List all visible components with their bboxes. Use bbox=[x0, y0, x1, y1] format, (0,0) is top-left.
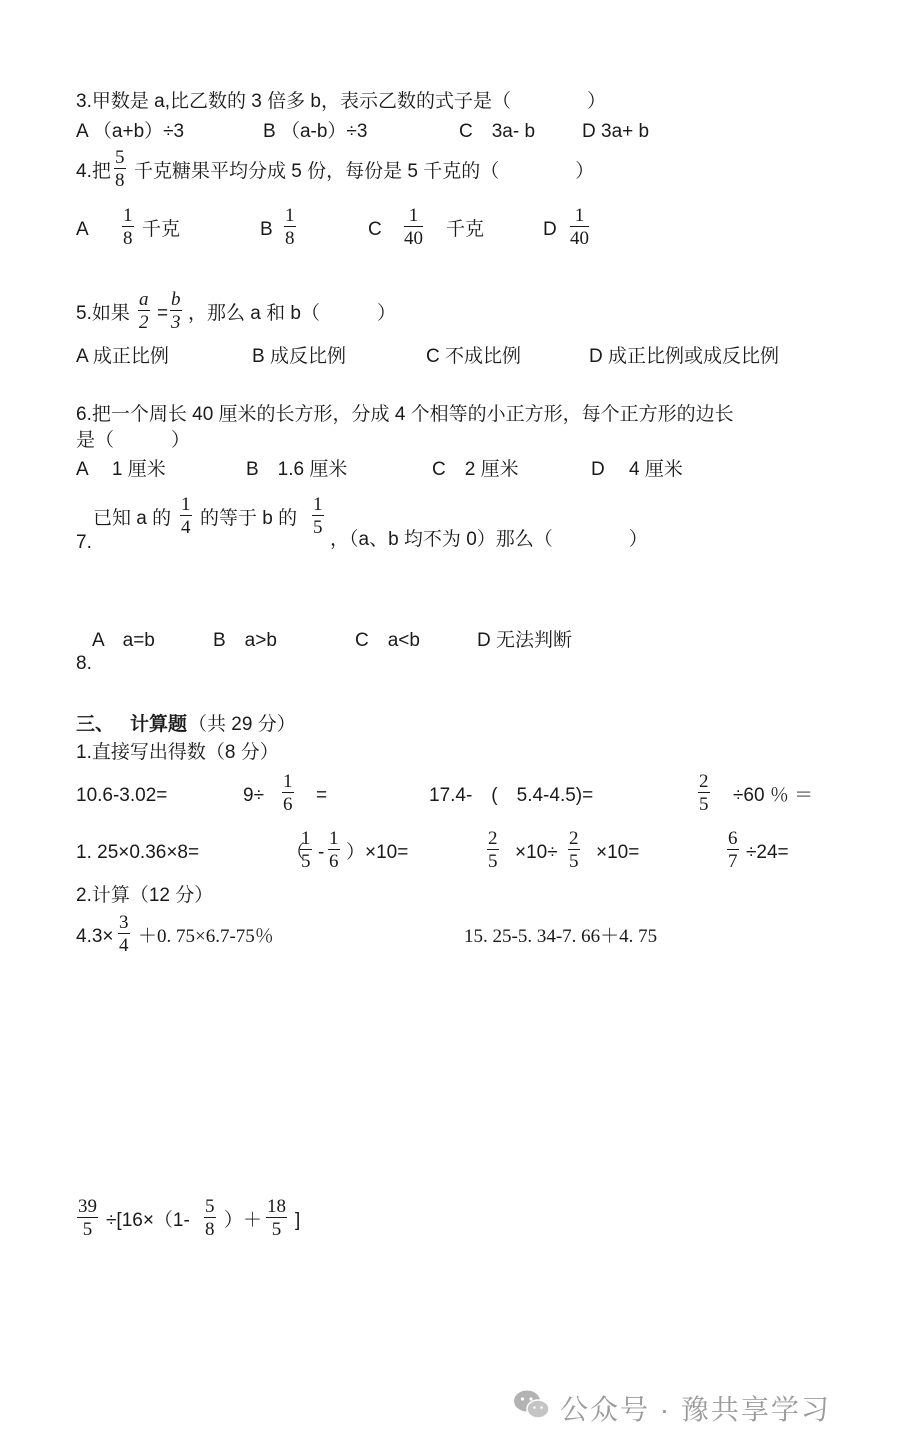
direct-e6-open: （ bbox=[286, 842, 306, 863]
q4-option-b-fraction: $\frac{1}{8}$ bbox=[285, 205, 295, 249]
q3-option-d: D 3a+ b bbox=[582, 121, 650, 142]
q7-mid: 的等于 b 的 bbox=[200, 508, 298, 529]
section3-sub1: 1.直接写出得数（8 分） bbox=[76, 742, 279, 763]
calc-c1-fraction: $\frac{3}{4}$ bbox=[119, 912, 129, 956]
section3-score: （共 29 分） bbox=[188, 714, 296, 735]
q8-number: 8. bbox=[76, 653, 92, 674]
q8-option-a: A a=b bbox=[92, 630, 155, 651]
q4-option-c-label: C bbox=[368, 219, 382, 240]
q6-line1: 6.把一个周长 40 厘米的长方形，分成 4 个相等的小正方形，每个正方形的边长 bbox=[76, 404, 734, 425]
direct-e4-post: ÷60 ％ ＝ bbox=[733, 785, 814, 806]
q4-option-d-fraction: $\frac{1}{40}$ bbox=[570, 205, 589, 249]
q6-line2: 是（ ） bbox=[76, 430, 191, 451]
q4-option-a-unit: 千克 bbox=[142, 219, 181, 240]
q6-option-d: D 4 厘米 bbox=[591, 459, 683, 480]
q5-option-b: B 成反比例 bbox=[252, 346, 346, 367]
direct-e8-post: ÷24= bbox=[746, 842, 789, 863]
q4-option-d-label: D bbox=[543, 219, 557, 240]
q4-option-c-fraction: $\frac{1}{40}$ bbox=[404, 205, 423, 249]
q8-option-d: D 无法判断 bbox=[477, 630, 573, 651]
section3-title: 计算题 bbox=[130, 714, 188, 735]
direct-e6-fraction-1: $\frac{1}{5}$ bbox=[301, 828, 311, 872]
direct-e2-post: = bbox=[316, 785, 328, 806]
q4-fraction: $\frac{5}{8}$ bbox=[115, 147, 125, 191]
q4-option-a-label: A bbox=[76, 219, 89, 240]
direct-e6-post: ）×10= bbox=[346, 842, 409, 863]
calc-c3-fraction-2: $\frac{5}{8}$ bbox=[205, 1196, 215, 1240]
direct-e2-fraction: $\frac{1}{6}$ bbox=[283, 771, 293, 815]
q5-fraction-b: $\frac{b}{3}$ bbox=[171, 289, 181, 333]
calc-c3-mid2: ）＋ bbox=[224, 1210, 263, 1231]
direct-e8-fraction: $\frac{6}{7}$ bbox=[728, 828, 738, 872]
q3-option-a: A （a+b）÷3 bbox=[76, 121, 185, 142]
q7-fraction-2: $\frac{1}{5}$ bbox=[313, 494, 323, 538]
q5-fraction-a: $\frac{a}{2}$ bbox=[139, 289, 149, 333]
q6-option-a: A 1 厘米 bbox=[76, 459, 166, 480]
q7-fraction-1: $\frac{1}{4}$ bbox=[181, 494, 191, 538]
q4-post: 千克糖果平均分成 5 份，每份是 5 千克的（ ） bbox=[134, 161, 595, 182]
direct-e2-pre: 9÷ bbox=[243, 785, 264, 806]
q7-pre: 已知 a 的 bbox=[93, 508, 172, 529]
q3-option-c: C 3a- b bbox=[459, 121, 536, 142]
direct-e5: 1. 25×0.36×8= bbox=[76, 842, 200, 863]
calc-c1-pre: 4.3× bbox=[76, 926, 114, 947]
direct-e3: 17.4- ( 5.4-4.5)= bbox=[429, 785, 594, 806]
q8-option-b: B a>b bbox=[213, 630, 277, 651]
section3-sub2: 2.计算（12 分） bbox=[76, 885, 214, 906]
q6-option-c: C 2 厘米 bbox=[432, 459, 519, 480]
direct-e7-fraction-1: $\frac{2}{5}$ bbox=[488, 828, 498, 872]
calc-c3-mid: ÷[16×（1- bbox=[106, 1210, 190, 1231]
direct-e6-fraction-2: $\frac{1}{6}$ bbox=[329, 828, 339, 872]
section3-number: 三、 bbox=[76, 714, 115, 735]
direct-e1: 10.6-3.02= bbox=[76, 785, 168, 806]
direct-e6-minus: - bbox=[318, 842, 325, 863]
q4-pre: 4.把 bbox=[76, 161, 111, 182]
q4-option-b-label: B bbox=[260, 219, 273, 240]
q7-post: ，（a、b 均不为 0）那么（ ） bbox=[330, 529, 648, 550]
wechat-icon bbox=[512, 1388, 552, 1422]
q4-option-a-fraction: $\frac{1}{8}$ bbox=[123, 205, 133, 249]
q6-option-b: B 1.6 厘米 bbox=[246, 459, 348, 480]
q5-post: ，那么 a 和 b（ ） bbox=[188, 303, 396, 324]
q8-option-c: C a<b bbox=[355, 630, 420, 651]
calc-c1-post: ＋0. 75×6.7-75％ bbox=[138, 926, 274, 947]
calc-c3-post: ] bbox=[295, 1210, 301, 1231]
q5-pre: 5.如果 bbox=[76, 303, 130, 324]
q5-option-d: D 成正比例或成反比例 bbox=[589, 346, 780, 367]
calc-c2: 15. 25-5. 34-7. 66＋4. 75 bbox=[464, 926, 658, 947]
q7-number: 7. bbox=[76, 532, 92, 553]
direct-e4-fraction: $\frac{2}{5}$ bbox=[699, 771, 709, 815]
q4-option-c-unit: 千克 bbox=[446, 219, 485, 240]
q3-stem: 3.甲数是 a,比乙数的 3 倍多 b，表示乙数的式子是（ ） bbox=[76, 91, 606, 112]
direct-e7-post: ×10= bbox=[596, 842, 640, 863]
q5-equals: = bbox=[157, 303, 169, 324]
direct-e7-mid: ×10÷ bbox=[515, 842, 558, 863]
q5-option-a: A 成正比例 bbox=[76, 346, 169, 367]
watermark-text: 公众号 · 豫共享学习 bbox=[560, 1394, 831, 1425]
calc-c3-fraction-3: $\frac{18}{5}$ bbox=[267, 1196, 286, 1240]
direct-e7-fraction-2: $\frac{2}{5}$ bbox=[569, 828, 579, 872]
calc-c3-fraction-1: $\frac{39}{5}$ bbox=[78, 1196, 97, 1240]
q5-option-c: C 不成比例 bbox=[426, 346, 522, 367]
q3-option-b: B （a-b）÷3 bbox=[263, 121, 368, 142]
